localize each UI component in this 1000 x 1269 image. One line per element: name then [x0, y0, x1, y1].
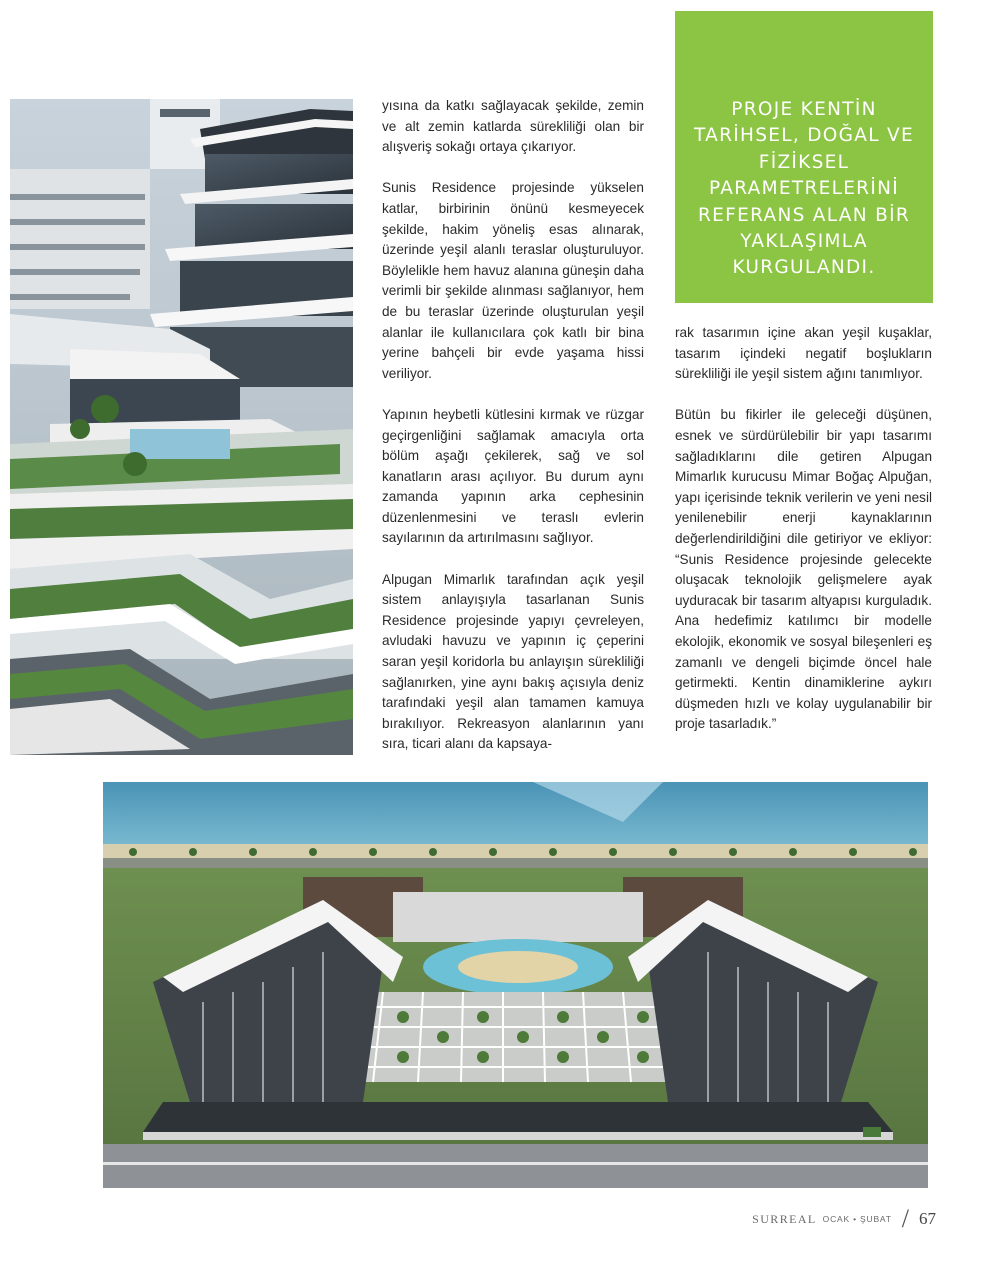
paragraph: rak tasarımın içine akan yeşil kuşaklar, tasarım içindeki negatif boşlukların sürekliliği ile yeşil sistem ağını tanımlıyor.	[675, 325, 932, 382]
page-number: 67	[919, 1209, 936, 1228]
article-column-middle	[382, 96, 644, 776]
paragraph: Bütün bu fikirler ile geleceği düşünen, esnek ve sürdürülebilir bir yapı tasarımı sağladıklarını dile getiren Alpugan Mimarlık kurucusu Mimar Boğaç Alpuğan, yapı içerisinde teknik verilerin ve yeni nesil yenilenebilir enerji kaynaklarının değerlendirildiğini dile getiriyor ve ekliyor: “Sunis Residence projesinde gelecekte oluşacak teknolojik gelişmelere ayak uyduracak bir tasarım altyapısı kurguladık. Ana hedefimiz katılımcı bir modelle ekolojik, ekonomik ve sosyal bileşenleri eş zamanlı ve dengeli biçimde öncel hale getirmekti. Kentin dinamiklerine aykırı düşmeden hızlı ve kolay uygulanabilir bir proje tasarladık.”	[675, 407, 932, 732]
aerial-complex-photo	[103, 782, 928, 1188]
building-terraces-photo	[10, 99, 353, 755]
paragraph: Sunis Residence projesinde yükselen katlar, birbirinin önünü kesmeyecek şekilde, hakim yöneliş esas alınarak, üzerinde yeşil alanlı teraslar oluşturuluyor. Böylelikle hem havuz alanına güneşin daha verimli bir şekilde alınması sağlanıyor, hem de bu teraslar üzerinde oluşturulan yeşil alanlar ile kullanıcılara çok katlı bir bina yerine bahçeli bir evde yaşama hissi veriliyor.	[382, 180, 644, 381]
paragraph: yısına da katkı sağlayacak şekilde, zemin ve alt zemin katlarda sürekliliği olan bir alışveriş sokağı ortaya çıkarıyor.	[382, 98, 644, 155]
footer-divider: /	[901, 1204, 909, 1233]
paragraph: Yapının heybetli kütlesini kırmak ve rüzgar geçirgenliğini sağlamak amacıyla orta bölüm aşağı çekilerek, sağ ve sol kanatların arası açılıyor. Bu durum aynı zamanda yapının arka cephesinin düzenlenmesini ve teraslı evlerin sayılarının da artırılmasını sağlıyor.	[382, 406, 644, 546]
paragraph: Alpugan Mimarlık tarafından açık yeşil sistem anlayışıyla tasarlanan Sunis Residence projesinde yapıyı çevreleyen, avludaki havuzu ve yapının iç çeperini saran yeşil koridorla bu anlayışın sürekliliği sağlanırken, yine aynı bakış açısıyla deniz tarafındaki yeşil alan tamamen kamuya bırakılıyor. Rekreasyon alanlarının yanı sıra, ticari alanı da kapsaya-	[382, 571, 644, 752]
page-footer	[752, 1204, 936, 1233]
magazine-name: SURREAL	[752, 1211, 817, 1226]
pull-quote-text: PROJE KENTİN TARİHSEL, DOĞAL VE FİZİKSEL PARAMETRELERİNİ REFERANS ALAN BİR YAKLAŞIMLA KURGULANDI.	[694, 99, 914, 279]
pull-quote-box	[675, 11, 933, 303]
issue-date: OCAK • ŞUBAT	[822, 1214, 892, 1224]
article-column-right	[675, 323, 932, 755]
